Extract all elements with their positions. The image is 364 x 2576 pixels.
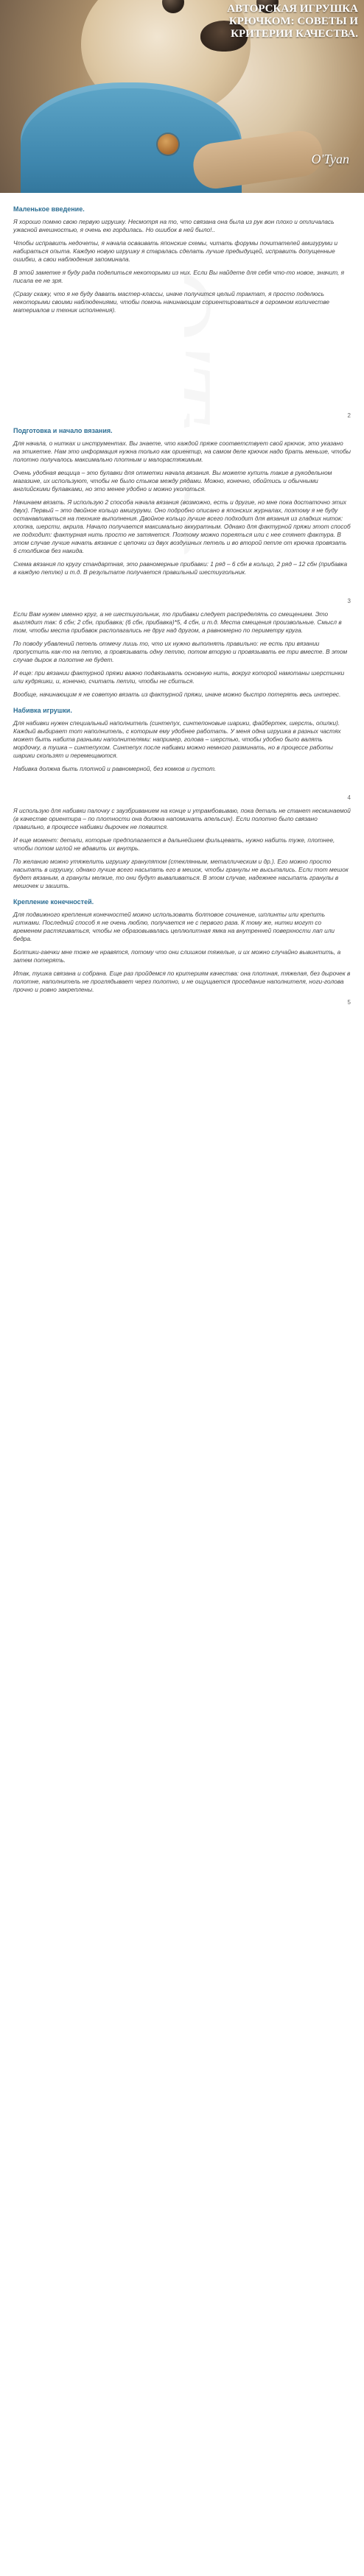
- paragraph: По поводу убавлений петель отмечу лишь то, что их нужно выполнять правильно: не есть при вязании пропустить как-то на петлю, а провязывать одну петлю, потом вторую и провязывать ее три вместе. В этом случае дырок в полотне не будет.: [13, 640, 348, 663]
- paragraph: Схема вязания по кругу стандартная, это равномерные прибавки: 1 ряд – 6 сбн в кольцо, 2 ряд – 12 сбн (прибавка в каждую петлю) и т.д. В результате получается правильный шестиугольник.: [13, 560, 348, 576]
- page-title: АВТОРСКАЯ ИГРУШКА КРЮЧКОМ: СОВЕТЫ И КРИТЕРИИ КАЧЕСТВА.: [227, 3, 358, 40]
- spacer: [13, 778, 351, 790]
- paragraph: Набивка должна быть плотной и равномерной, без комков и пустот.: [13, 765, 217, 772]
- paragraph: По желанию можно утяжелить игрушку гранулятом (стеклянным, металлическим и др.). Его можно просто насыпать в игрушку, однако лучше всего насыпать его в мешок, чтобы гранулы не высыпались. Если тот мешок будет вязаным, а гранулы мелкие, то они будут вываливаться. В этом случае, надежнее насыпать гранулы в мешочек и зашить.: [13, 858, 349, 889]
- paragraph: Вообще, начинающим я не советую вязать из фактурной пряжи, иначе можно быстро потерять весь интерес.: [13, 691, 341, 698]
- section-preparation: [13, 426, 351, 604]
- spacer: [13, 320, 351, 408]
- page-number: 3: [347, 598, 351, 604]
- article-content: [0, 197, 364, 1012]
- section-title: Крепление конечностей.: [13, 898, 94, 906]
- paragraph: Итак, тушка связана и собрана. Еще раз пройдемся по критериям качества: она плотная, тяжелая, без дырочек в полотне, наполнитель не проглядывает через полотно, и не ощущается проседание наполнителя, ноги-голова прочно и ровно закреплены.: [13, 970, 351, 993]
- paragraph: Если Вам нужен именно круг, а не шестиугольник, то прибавки следует распределять со смещением. Это выглядит так: 6 сбн; 2 сбн, прибавка; (6 сбн, прибавка)*5, 4 сбн, и т.д. Места смещения произвольные. Смысл в том, чтобы места прибавок располагались не друг над другом, а равномерно по периметру круга.: [13, 610, 342, 634]
- section-stuffing-continued: [13, 807, 351, 890]
- paragraph: Я использую для набивки палочку с заузбриванием на конце и утрамбовываю, пока деталь не станет несминаемой (в качестве ориентира – по плотности она должна напоминать апельсин). Если полотно было связано правильно, в процессе набивки дырочек не появится.: [13, 807, 351, 830]
- sweater-button: [158, 134, 178, 155]
- section-stuffing: [13, 706, 351, 801]
- page-number: 2: [347, 412, 351, 419]
- section-limbs: [13, 897, 351, 1006]
- paragraph: И еще: при вязании фактурной пряжи важно подвязывать основную нить, вокруг которой намотаны шерстинки или кудряшки, и, конечно, считать петли, чтобы не сбиться.: [13, 669, 345, 685]
- hero-image: [0, 0, 364, 193]
- section-circle: [13, 610, 351, 699]
- page-number: 5: [347, 999, 351, 1006]
- paragraph: Я хорошо помню свою первую игрушку. Несмотря на то, что связана она была из рук вон плохо и отличалась ужасной внешностью, я очень ею гордилась. Но ошибок в ней было!..: [13, 218, 335, 233]
- paragraph: Болтики-гаечки мне тоже не нравятся, потому что они слишком тяжелые, и их можно случайно вывинтить, а затем потерять.: [13, 948, 341, 964]
- paragraph: (Сразу скажу, что я не буду давать мастер-классы, иначе получится целый трактат, я просто поделюсь некоторыми своими наблюдениями, чтобы помочь начинающим сориентироваться в огромном количестве материалов и техник исполнения).: [13, 290, 329, 314]
- signature: O'Tyan: [311, 152, 349, 166]
- paragraph: Очень удобная вещица – это булавки для отметки начала вязания. Вы можете купить такие в рукодельном магазине, их используют, чтобы не было стыков между рядами. Можно, конечно, обойтись и обычными английскими булавками, но это менее удобно и можно уколоться.: [13, 469, 332, 493]
- paragraph: В этой заметке я буду рада поделиться некоторыми из них. Если Вы найдете для себя что-то новое, значит, я писала ее не зря.: [13, 269, 345, 284]
- section-title: Подготовка и начало вязания.: [13, 427, 113, 434]
- section-title: Маленькое введение.: [13, 205, 85, 213]
- paragraph: Для начала, о нитках и инструментах. Вы знаете, что каждой пряже соответствует свой крючок, это указано на этикетке. Нам это информация нужна только как ориентир, на самом деле крючок надо брать меньше, чтобы полотно получалось максимально плотным и малорастяжимым.: [13, 440, 351, 463]
- page-number: 4: [347, 794, 351, 801]
- paragraph: И еще момент: детали, которые предполагается в дальнейшем фильцевать, нужно набить туже, плотнее, чтобы потом иглой не вдавить их внутрь.: [13, 836, 335, 852]
- section-title: Набивка игрушки.: [13, 707, 72, 714]
- paragraph: Начинаем вязать. Я использую 2 способа начала вязания (возможно, есть и другие, но мне пока достаточно этих двух). Первый – это двойное кольцо амигуруми. Оно подробно описано в японских журналах, поэтому я не буду останавливаться на технике выполнения. Двойное кольцо лучше всего подходит для вязания из гладких ниток: хлопка, шерсти, акрила. Начало получается максимально аккуратным. Однако для фактурной пряжи этот способ не подходит: фактурная нить просто не затянется. Поэтому можно пореяться или с нее стянет фактура. В этом случае лучше начать вязание с цепочки из двух воздушных петель и во второй петле от крючка провязать 6 столбиков без накида.: [13, 498, 351, 554]
- paragraph: Для подвижного крепления конечностей можно использовать болтовое сочинение, шплинты или крепить нитками. Последний способ я не очень люблю, получается не с первого раза. К тому же, нитки могут со временем растягиваться, чтобы не образовывалась целлюлитная ямка на внутренней поверхности лап или бедра.: [13, 911, 335, 942]
- paragraph: Для набивки нужен специальный наполнитель (синтепух, синтепоновые шарики, файбертек, шерсть, опилки). Каждый выбирает тот наполнитель, с которым ему удобнее работать. У меня одна игрушка в разных частях может быть набита разными наполнителями: например, голова – шерстью, чтобы удобно было валять мордочку, а тушка – синтепухом. Синтепух после набивки можно немного разминать, но в процессе работы шарики скользят и перемещаются.: [13, 719, 341, 759]
- spacer: [13, 582, 351, 593]
- paragraph: Чтобы исправить недочеты, я начала осваивать японские схемы, читать форумы почитателей амигуруми и набираться опыта. Каждую новую игрушку я старалась сделать лучше предыдущей, исправить допущенные ошибки, а свои наблюдения запоминала.: [13, 239, 338, 263]
- section-intro: [13, 205, 351, 419]
